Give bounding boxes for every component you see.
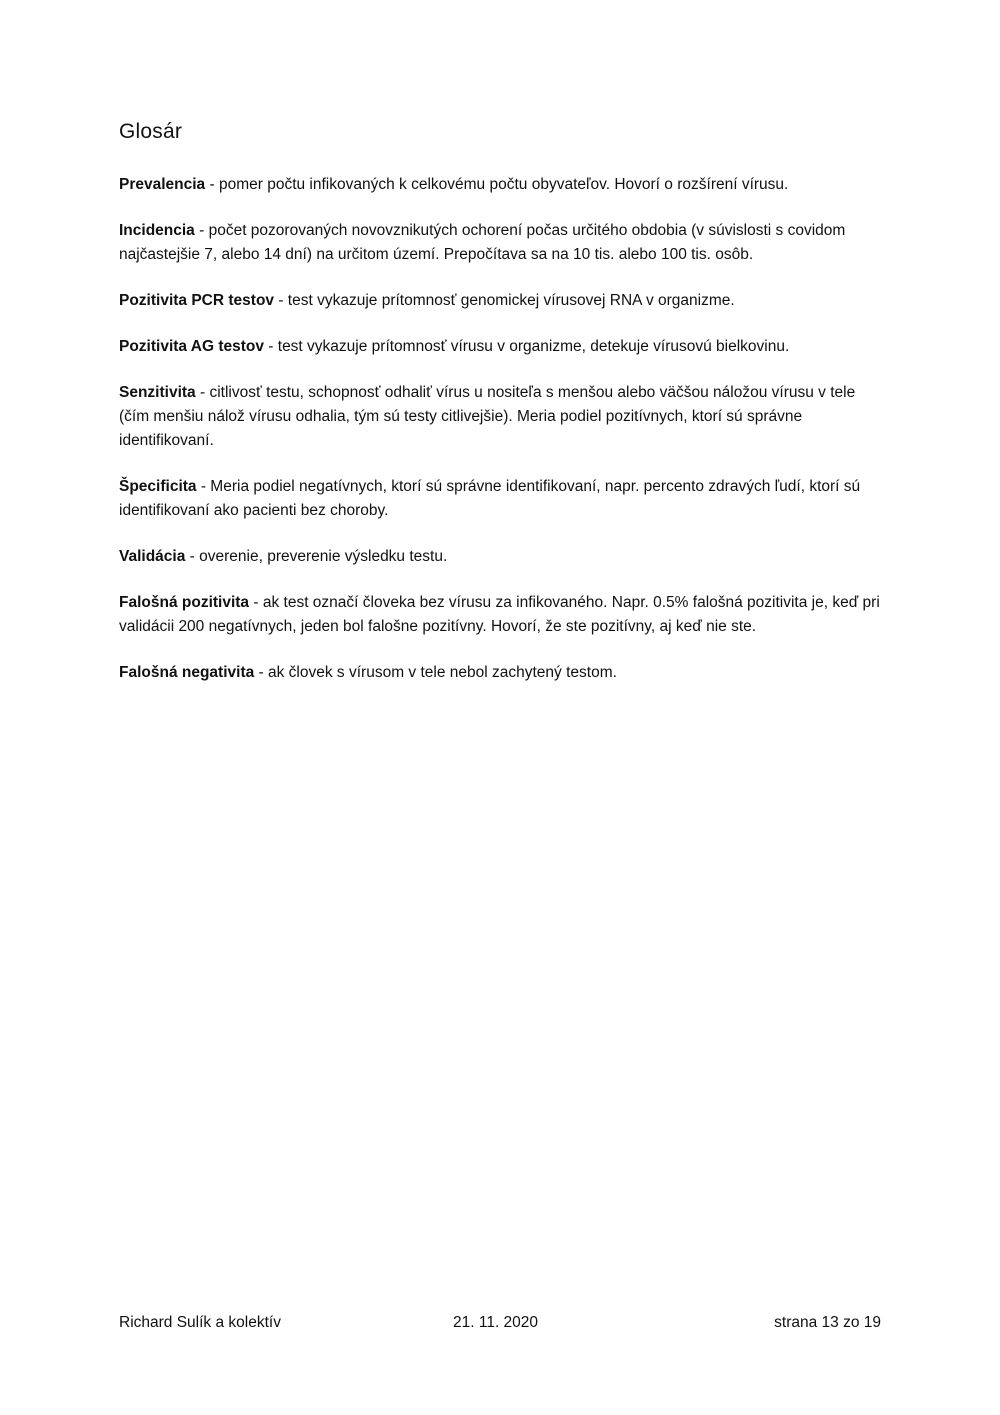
glossary-term: Falošná negativita: [119, 664, 255, 681]
glossary-definition: - test vykazuje prítomnosť vírusu v organizme, detekuje vírusovú bielkovinu.: [263, 338, 790, 355]
page-footer: [119, 1311, 881, 1335]
glossary-definition: - citlivosť testu, schopnosť odhaliť vírus u nositeľa s menšou alebo väčšou náložou vírusu v tele (čím menšiu nálož vírusu odhalia, tým sú testy citlivejšie). Meria podiel pozitívnych, ktorí sú správne identifikovaní.: [119, 384, 856, 449]
footer-page-number: strana 13 zo 19: [774, 1314, 881, 1331]
glossary-definition: - Meria podiel negatívnych, ktorí sú správne identifikovaní, napr. percento zdravých ľudí, ktorí sú identifikovaní ako pacienti bez choroby.: [119, 478, 861, 519]
glossary-definition: - ak test označí človeka bez vírusu za infikovaného. Napr. 0.5% falošná pozitivita je, keď pri validácii 200 negatívnych, jeden bol falošne pozitívny. Hovorí, že ste pozitívny, aj keď nie ste.: [119, 594, 880, 635]
glossary-entry-specificita: [119, 475, 884, 523]
glossary-term: Špecificita: [119, 478, 197, 495]
glossary-term: Validácia: [119, 548, 186, 565]
glossary-entry-prevalencia: [119, 173, 884, 197]
page-title: Glosár: [119, 120, 183, 143]
glossary-definition: - ak človek s vírusom v tele nebol zachytený testom.: [254, 664, 617, 681]
footer-date: 21. 11. 2020: [453, 1314, 539, 1331]
glossary-entry-senzitivita: [119, 381, 884, 453]
glossary-term: Pozitivita AG testov: [119, 338, 264, 355]
glossary-term: Falošná pozitivita: [119, 594, 250, 611]
glossary-entry-falosna-pozitivita: [119, 591, 884, 639]
glossary-entry-falosna-negativita: [119, 661, 884, 685]
glossary-entry-pozitivita-pcr: [119, 289, 884, 313]
glossary-entry-pozitivita-ag: [119, 335, 884, 359]
glossary-definition: - overenie, preverenie výsledku testu.: [185, 548, 448, 565]
glossary-term: Senzitivita: [119, 384, 196, 401]
glossary-term: Incidencia: [119, 222, 195, 239]
glossary-definition: - test vykazuje prítomnosť genomickej vírusovej RNA v organizme.: [274, 292, 735, 309]
glossary-definition: - počet pozorovaných novovznikutých ochorení počas určitého obdobia (v súvislosti s covidom najčastejšie 7, alebo 14 dní) na určitom území. Prepočítava sa na 10 tis. alebo 100 tis. osôb.: [119, 222, 846, 263]
glossary-term: Prevalencia: [119, 176, 206, 193]
glossary-entry-incidencia: [119, 219, 884, 267]
glossary-list: [119, 173, 884, 707]
glossary-term: Pozitivita PCR testov: [119, 292, 275, 309]
footer-author: Richard Sulík a kolektív: [119, 1314, 281, 1331]
glossary-definition: - pomer počtu infikovaných k celkovému počtu obyvateľov. Hovorí o rozšírení vírusu.: [205, 176, 789, 193]
glossary-entry-validacia: [119, 545, 884, 569]
